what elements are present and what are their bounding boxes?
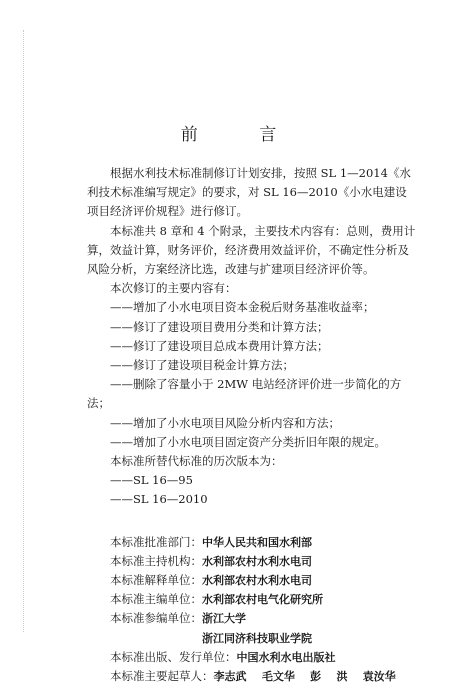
credit-label: 本标准主编单位： (110, 592, 202, 607)
credit-value: 浙江大学 (202, 612, 246, 626)
credit-value: 浙江同济科技职业学院 (202, 631, 312, 645)
credit-label: 本标准主要起草人： (110, 669, 214, 684)
history-item: ——SL 16—95 (110, 473, 193, 488)
credit-label: 本标准出版、发行单位： (110, 649, 237, 664)
page-title: 前 言 (180, 125, 305, 145)
credit-value: 水利部农村水利水电司 (202, 574, 312, 588)
credit-line-publisher (87, 648, 417, 667)
credit-value: 中国水利水电出版社 (236, 650, 336, 664)
history-intro: 本标准所替代标准的历次版本为： (110, 454, 283, 469)
revision-item: ——修订了建设项目税金计算方法； (110, 358, 294, 373)
credit-value: 水利部农村电气化研究所 (202, 593, 323, 607)
credit-label: 本标准参编单位： (110, 611, 202, 626)
revision-item: ——增加了小水电项目资本金税后财务基准收益率； (110, 300, 375, 315)
paragraph-intro: 根据水利技术标准制修订计划安排，按照 SL 1—2014《水利技术标准编写规定》的要求，对 SL 16—2010《小水电建设项目经济评价规程》进行修订。 (87, 166, 411, 219)
credit-label: 本标准批准部门： (110, 534, 202, 549)
credit-line-approval (87, 533, 417, 552)
credit-line-interpretation (87, 571, 417, 590)
credit-line-chief-editor (87, 590, 417, 609)
history-item: ——SL 16—2010 (110, 492, 208, 507)
document-body (87, 164, 417, 686)
credit-line-host (87, 552, 417, 571)
credit-value: 水利部农村水利水电司 (202, 554, 312, 568)
credit-line-co-editor-cont (87, 629, 417, 648)
revision-item: ——增加了小水电项目固定资产分类折旧年限的规定。 (110, 434, 386, 449)
revision-item: ——修订了建设项目费用分类和计算方法； (110, 319, 329, 334)
paragraph-content: 本标准共 8 章和 4 个附录，主要技术内容有：总则，费用计算，效益计算，财务评价，经济费用效益评价，不确定性分析及风险分析，方案经济比选，改建与扩建项目经济评价等。 (87, 223, 416, 277)
credit-value: 李志武 毛文华 彭 洪 袁汝华 (213, 670, 396, 684)
credit-label: 本标准主持机构： (110, 553, 202, 568)
credit-label: 本标准解释单位： (110, 573, 202, 588)
revision-item: ——删除了容量小于 2MW 电站经济评价进一步简化的方法； (87, 377, 402, 411)
paragraph-revision-intro: 本次修订的主要内容有： (110, 281, 237, 296)
revision-item: ——修订了建设项目总成本费用计算方法； (110, 338, 329, 353)
credit-line-drafters (87, 667, 417, 686)
credit-value: 中华人民共和国水利部 (202, 535, 312, 549)
revision-item: ——增加了小水电项目风险分析内容和方法； (110, 415, 340, 430)
credit-line-co-editor (87, 609, 417, 628)
